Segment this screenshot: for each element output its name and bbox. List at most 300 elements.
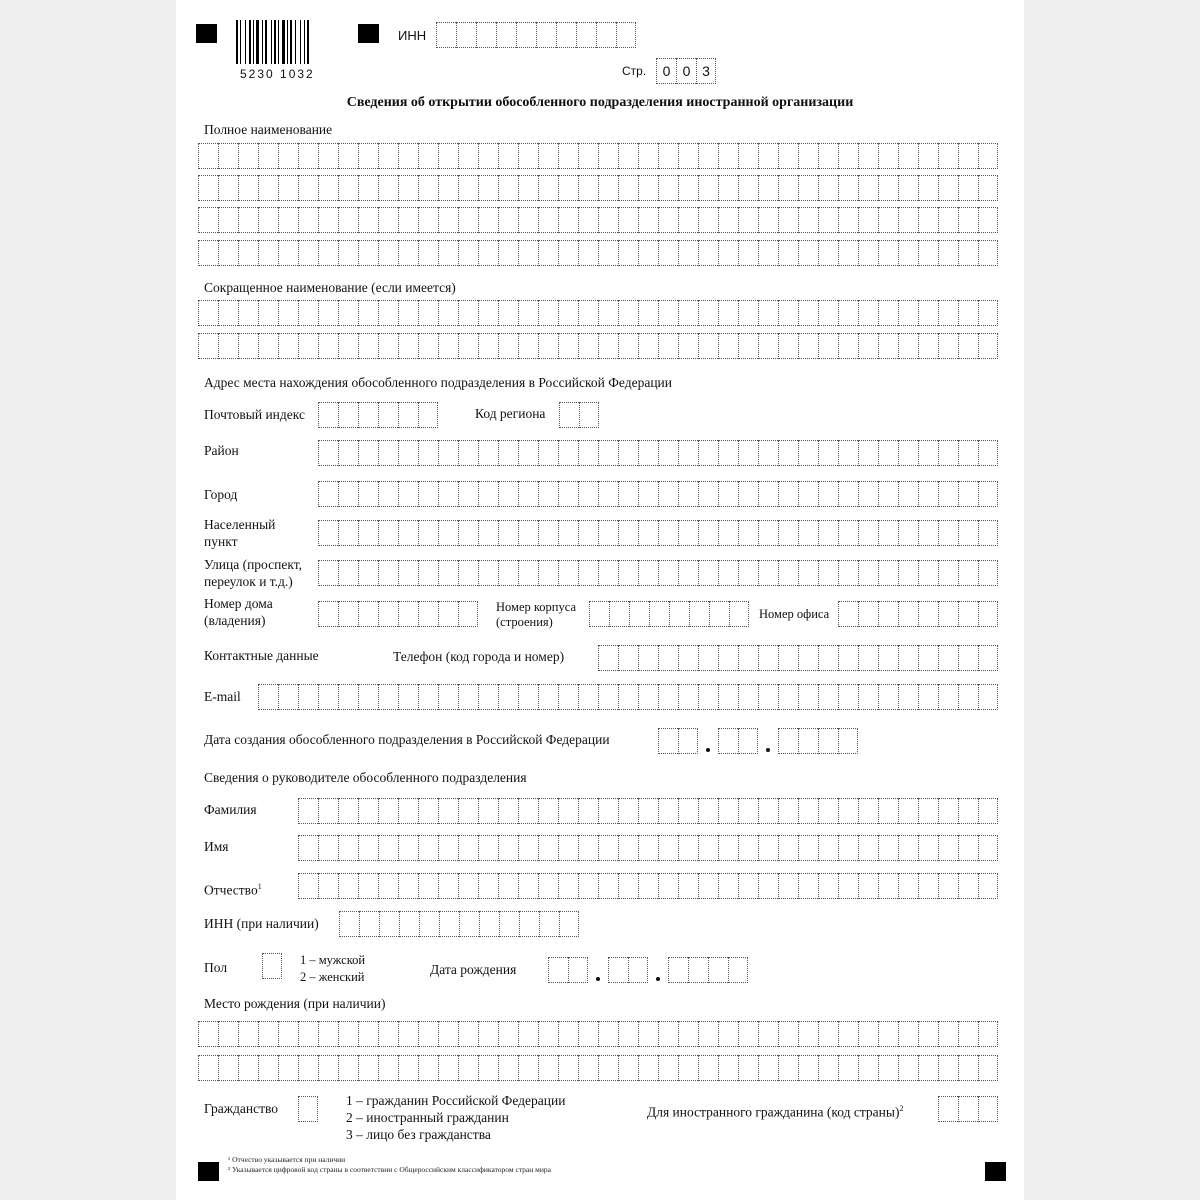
input-cell[interactable] xyxy=(938,601,958,627)
input-cell[interactable] xyxy=(958,601,978,627)
input-cell[interactable] xyxy=(458,601,478,627)
input-cell[interactable] xyxy=(878,300,898,326)
first-name-cells[interactable] xyxy=(298,835,998,861)
input-cell[interactable] xyxy=(938,1055,958,1081)
input-cell[interactable] xyxy=(399,911,419,937)
input-cell[interactable] xyxy=(318,873,338,899)
input-cell[interactable] xyxy=(918,560,938,586)
input-cell[interactable] xyxy=(538,560,558,586)
input-cell[interactable] xyxy=(778,728,798,754)
input-cell[interactable] xyxy=(359,911,379,937)
input-cell[interactable] xyxy=(878,175,898,201)
input-cell[interactable] xyxy=(649,601,669,627)
input-cell[interactable] xyxy=(938,440,958,466)
input-cell[interactable] xyxy=(858,601,878,627)
input-cell[interactable] xyxy=(658,481,678,507)
birth-year-cells[interactable] xyxy=(668,957,748,983)
input-cell[interactable] xyxy=(858,835,878,861)
input-cell[interactable] xyxy=(778,240,798,266)
input-cell[interactable] xyxy=(338,1055,358,1081)
input-cell[interactable] xyxy=(618,240,638,266)
input-cell[interactable] xyxy=(358,402,378,428)
input-cell[interactable] xyxy=(298,207,318,233)
input-cell[interactable] xyxy=(818,143,838,169)
input-cell[interactable] xyxy=(318,560,338,586)
input-cell[interactable] xyxy=(478,207,498,233)
input-cell[interactable] xyxy=(678,873,698,899)
input-cell[interactable] xyxy=(698,333,718,359)
input-cell[interactable] xyxy=(758,143,778,169)
input-cell[interactable] xyxy=(438,835,458,861)
input-cell[interactable] xyxy=(278,240,298,266)
input-cell[interactable] xyxy=(539,911,559,937)
input-cell[interactable] xyxy=(658,560,678,586)
input-cell[interactable] xyxy=(688,957,708,983)
creation-month-cells[interactable] xyxy=(718,728,758,754)
input-cell[interactable] xyxy=(738,440,758,466)
input-cell[interactable] xyxy=(738,835,758,861)
input-cell[interactable] xyxy=(458,440,478,466)
input-cell[interactable] xyxy=(298,333,318,359)
input-cell[interactable] xyxy=(738,143,758,169)
input-cell[interactable] xyxy=(578,333,598,359)
input-cell[interactable] xyxy=(978,300,998,326)
input-cell[interactable] xyxy=(978,520,998,546)
input-cell[interactable] xyxy=(518,481,538,507)
input-cell[interactable] xyxy=(958,520,978,546)
input-cell[interactable] xyxy=(578,207,598,233)
input-cell[interactable] xyxy=(538,1055,558,1081)
input-cell[interactable] xyxy=(778,1055,798,1081)
input-cell[interactable] xyxy=(218,333,238,359)
input-cell[interactable] xyxy=(458,835,478,861)
input-cell[interactable] xyxy=(598,300,618,326)
input-cell[interactable] xyxy=(878,143,898,169)
input-cell[interactable] xyxy=(918,873,938,899)
input-cell[interactable] xyxy=(698,798,718,824)
input-cell[interactable] xyxy=(262,953,282,979)
input-cell[interactable] xyxy=(718,1055,738,1081)
input-cell[interactable] xyxy=(758,520,778,546)
input-cell[interactable] xyxy=(558,798,578,824)
input-cell[interactable] xyxy=(398,798,418,824)
input-cell[interactable] xyxy=(628,957,648,983)
input-cell[interactable] xyxy=(258,333,278,359)
input-cell[interactable] xyxy=(958,440,978,466)
input-cell[interactable] xyxy=(458,873,478,899)
input-cell[interactable] xyxy=(318,481,338,507)
input-cell[interactable] xyxy=(358,440,378,466)
input-cell[interactable] xyxy=(698,873,718,899)
input-cell[interactable] xyxy=(898,601,918,627)
input-cell[interactable] xyxy=(778,873,798,899)
input-cell[interactable] xyxy=(456,22,476,48)
input-cell[interactable] xyxy=(358,240,378,266)
input-cell[interactable] xyxy=(438,520,458,546)
input-cell[interactable] xyxy=(778,481,798,507)
input-cell[interactable] xyxy=(418,143,438,169)
input-cell[interactable] xyxy=(298,798,318,824)
input-cell[interactable] xyxy=(358,520,378,546)
input-cell[interactable] xyxy=(538,240,558,266)
input-cell[interactable] xyxy=(458,481,478,507)
input-cell[interactable] xyxy=(418,520,438,546)
input-cell[interactable] xyxy=(618,175,638,201)
input-cell[interactable] xyxy=(418,175,438,201)
input-cell[interactable] xyxy=(718,560,738,586)
input-cell[interactable] xyxy=(578,1055,598,1081)
input-cell[interactable] xyxy=(478,240,498,266)
input-cell[interactable] xyxy=(658,1021,678,1047)
input-cell[interactable] xyxy=(438,1021,458,1047)
input-cell[interactable] xyxy=(658,333,678,359)
input-cell[interactable] xyxy=(598,1021,618,1047)
input-cell[interactable] xyxy=(458,333,478,359)
input-cell[interactable] xyxy=(958,300,978,326)
input-cell[interactable] xyxy=(558,207,578,233)
input-cell[interactable] xyxy=(338,207,358,233)
input-cell[interactable] xyxy=(818,684,838,710)
input-cell[interactable] xyxy=(618,560,638,586)
input-cell[interactable] xyxy=(838,175,858,201)
input-cell[interactable] xyxy=(938,684,958,710)
input-cell[interactable] xyxy=(718,207,738,233)
input-cell[interactable] xyxy=(898,684,918,710)
input-cell[interactable] xyxy=(758,481,778,507)
birth-place-row-2[interactable] xyxy=(198,1055,998,1081)
input-cell[interactable] xyxy=(958,835,978,861)
input-cell[interactable] xyxy=(798,300,818,326)
input-cell[interactable] xyxy=(338,798,358,824)
input-cell[interactable] xyxy=(498,835,518,861)
input-cell[interactable] xyxy=(738,520,758,546)
input-cell[interactable] xyxy=(878,601,898,627)
input-cell[interactable] xyxy=(838,728,858,754)
input-cell[interactable] xyxy=(638,175,658,201)
input-cell[interactable] xyxy=(438,440,458,466)
input-cell[interactable] xyxy=(498,684,518,710)
input-cell[interactable] xyxy=(798,333,818,359)
input-cell[interactable] xyxy=(318,175,338,201)
input-cell[interactable] xyxy=(918,684,938,710)
district-cells[interactable] xyxy=(318,440,998,466)
input-cell[interactable] xyxy=(978,143,998,169)
input-cell[interactable] xyxy=(958,143,978,169)
input-cell[interactable] xyxy=(318,601,338,627)
input-cell[interactable] xyxy=(598,240,618,266)
country-code-cells[interactable] xyxy=(938,1096,998,1122)
input-cell[interactable] xyxy=(629,601,649,627)
input-cell[interactable] xyxy=(218,207,238,233)
input-cell[interactable] xyxy=(878,560,898,586)
input-cell[interactable] xyxy=(678,143,698,169)
full-name-row-1[interactable] xyxy=(198,143,998,169)
input-cell[interactable] xyxy=(498,240,518,266)
input-cell[interactable] xyxy=(878,240,898,266)
input-cell[interactable] xyxy=(918,143,938,169)
input-cell[interactable] xyxy=(198,240,218,266)
input-cell[interactable] xyxy=(498,143,518,169)
input-cell[interactable] xyxy=(498,873,518,899)
input-cell[interactable] xyxy=(538,1021,558,1047)
input-cell[interactable] xyxy=(518,520,538,546)
input-cell[interactable] xyxy=(918,601,938,627)
input-cell[interactable] xyxy=(498,1055,518,1081)
input-cell[interactable] xyxy=(538,333,558,359)
input-cell[interactable] xyxy=(718,143,738,169)
input-cell[interactable] xyxy=(898,333,918,359)
input-cell[interactable] xyxy=(938,798,958,824)
input-cell[interactable] xyxy=(938,300,958,326)
input-cell[interactable] xyxy=(618,300,638,326)
input-cell[interactable] xyxy=(838,440,858,466)
input-cell[interactable] xyxy=(458,520,478,546)
input-cell[interactable] xyxy=(958,1096,978,1122)
input-cell[interactable] xyxy=(598,560,618,586)
input-cell[interactable] xyxy=(858,143,878,169)
input-cell[interactable] xyxy=(978,873,998,899)
input-cell[interactable] xyxy=(638,520,658,546)
input-cell[interactable] xyxy=(738,300,758,326)
head-inn-cells[interactable] xyxy=(339,911,579,937)
input-cell[interactable] xyxy=(818,300,838,326)
input-cell[interactable] xyxy=(658,240,678,266)
full-name-row-2[interactable] xyxy=(198,175,998,201)
input-cell[interactable] xyxy=(818,333,838,359)
input-cell[interactable] xyxy=(518,835,538,861)
input-cell[interactable] xyxy=(338,1021,358,1047)
input-cell[interactable] xyxy=(878,798,898,824)
input-cell[interactable] xyxy=(878,873,898,899)
input-cell[interactable] xyxy=(538,520,558,546)
input-cell[interactable] xyxy=(738,684,758,710)
input-cell[interactable] xyxy=(518,143,538,169)
input-cell[interactable] xyxy=(698,684,718,710)
input-cell[interactable] xyxy=(438,481,458,507)
input-cell[interactable] xyxy=(658,1055,678,1081)
input-cell[interactable] xyxy=(978,175,998,201)
input-cell[interactable] xyxy=(536,22,556,48)
input-cell[interactable] xyxy=(378,520,398,546)
input-cell[interactable] xyxy=(678,560,698,586)
input-cell[interactable] xyxy=(596,22,616,48)
input-cell[interactable] xyxy=(459,911,479,937)
input-cell[interactable] xyxy=(438,333,458,359)
input-cell[interactable] xyxy=(618,440,638,466)
input-cell[interactable] xyxy=(858,175,878,201)
input-cell[interactable] xyxy=(418,440,438,466)
input-cell[interactable] xyxy=(378,1021,398,1047)
input-cell[interactable] xyxy=(678,835,698,861)
input-cell[interactable] xyxy=(318,440,338,466)
region-code-cells[interactable] xyxy=(559,402,599,428)
input-cell[interactable] xyxy=(818,645,838,671)
input-cell[interactable] xyxy=(398,402,418,428)
input-cell[interactable] xyxy=(478,1021,498,1047)
input-cell[interactable] xyxy=(798,143,818,169)
input-cell[interactable] xyxy=(558,520,578,546)
input-cell[interactable] xyxy=(378,333,398,359)
input-cell[interactable] xyxy=(578,560,598,586)
input-cell[interactable] xyxy=(258,684,278,710)
input-cell[interactable] xyxy=(658,207,678,233)
input-cell[interactable] xyxy=(758,207,778,233)
input-cell[interactable] xyxy=(718,645,738,671)
input-cell[interactable] xyxy=(718,440,738,466)
input-cell[interactable] xyxy=(618,1021,638,1047)
input-cell[interactable] xyxy=(538,300,558,326)
input-cell[interactable] xyxy=(778,835,798,861)
input-cell[interactable] xyxy=(338,300,358,326)
input-cell[interactable] xyxy=(238,333,258,359)
input-cell[interactable] xyxy=(858,300,878,326)
input-cell[interactable] xyxy=(678,684,698,710)
input-cell[interactable] xyxy=(878,835,898,861)
input-cell[interactable] xyxy=(678,175,698,201)
input-cell[interactable] xyxy=(818,560,838,586)
sex-cell[interactable] xyxy=(262,953,282,979)
input-cell[interactable] xyxy=(439,911,459,937)
input-cell[interactable] xyxy=(838,1055,858,1081)
input-cell[interactable] xyxy=(878,333,898,359)
input-cell[interactable] xyxy=(838,333,858,359)
input-cell[interactable] xyxy=(218,175,238,201)
patronymic-cells[interactable] xyxy=(298,873,998,899)
input-cell[interactable] xyxy=(778,684,798,710)
input-cell[interactable] xyxy=(338,835,358,861)
input-cell[interactable] xyxy=(638,560,658,586)
input-cell[interactable] xyxy=(698,835,718,861)
input-cell[interactable] xyxy=(678,520,698,546)
input-cell[interactable] xyxy=(418,402,438,428)
input-cell[interactable] xyxy=(818,520,838,546)
input-cell[interactable] xyxy=(478,175,498,201)
input-cell[interactable] xyxy=(616,22,636,48)
input-cell[interactable] xyxy=(398,207,418,233)
input-cell[interactable] xyxy=(758,835,778,861)
input-cell[interactable] xyxy=(778,798,798,824)
input-cell[interactable] xyxy=(778,333,798,359)
input-cell[interactable] xyxy=(358,143,378,169)
input-cell[interactable] xyxy=(358,300,378,326)
input-cell[interactable] xyxy=(478,440,498,466)
input-cell[interactable] xyxy=(818,1021,838,1047)
input-cell[interactable] xyxy=(838,835,858,861)
input-cell[interactable] xyxy=(938,333,958,359)
input-cell[interactable] xyxy=(398,601,418,627)
input-cell[interactable] xyxy=(398,1055,418,1081)
input-cell[interactable] xyxy=(499,911,519,937)
input-cell[interactable] xyxy=(398,873,418,899)
city-cells[interactable] xyxy=(318,481,998,507)
input-cell[interactable] xyxy=(238,1055,258,1081)
input-cell[interactable] xyxy=(618,1055,638,1081)
input-cell[interactable] xyxy=(338,560,358,586)
input-cell[interactable] xyxy=(318,835,338,861)
input-cell[interactable] xyxy=(658,798,678,824)
input-cell[interactable] xyxy=(898,520,918,546)
short-name-row-2[interactable] xyxy=(198,333,998,359)
input-cell[interactable] xyxy=(518,175,538,201)
input-cell[interactable] xyxy=(978,481,998,507)
input-cell[interactable] xyxy=(689,601,709,627)
input-cell[interactable] xyxy=(378,684,398,710)
input-cell[interactable] xyxy=(438,1055,458,1081)
input-cell[interactable] xyxy=(978,207,998,233)
input-cell[interactable] xyxy=(558,240,578,266)
input-cell[interactable] xyxy=(378,207,398,233)
input-cell[interactable] xyxy=(678,1021,698,1047)
input-cell[interactable] xyxy=(618,684,638,710)
input-cell[interactable] xyxy=(458,1055,478,1081)
input-cell[interactable] xyxy=(718,873,738,899)
input-cell[interactable] xyxy=(638,645,658,671)
input-cell[interactable] xyxy=(278,300,298,326)
input-cell[interactable] xyxy=(698,207,718,233)
phone-cells[interactable] xyxy=(598,645,998,671)
input-cell[interactable] xyxy=(618,835,638,861)
input-cell[interactable] xyxy=(798,645,818,671)
input-cell[interactable] xyxy=(838,520,858,546)
input-cell[interactable] xyxy=(298,175,318,201)
input-cell[interactable] xyxy=(518,333,538,359)
input-cell[interactable] xyxy=(978,601,998,627)
input-cell[interactable] xyxy=(598,481,618,507)
input-cell[interactable] xyxy=(678,333,698,359)
input-cell[interactable] xyxy=(918,798,938,824)
input-cell[interactable] xyxy=(898,835,918,861)
input-cell[interactable] xyxy=(258,240,278,266)
input-cell[interactable] xyxy=(658,175,678,201)
input-cell[interactable] xyxy=(258,1055,278,1081)
input-cell[interactable] xyxy=(418,481,438,507)
input-cell[interactable] xyxy=(298,300,318,326)
input-cell[interactable] xyxy=(858,520,878,546)
input-cell[interactable] xyxy=(578,240,598,266)
input-cell[interactable] xyxy=(438,240,458,266)
input-cell[interactable] xyxy=(738,333,758,359)
input-cell[interactable] xyxy=(218,143,238,169)
input-cell[interactable] xyxy=(478,300,498,326)
input-cell[interactable] xyxy=(898,175,918,201)
input-cell[interactable] xyxy=(318,240,338,266)
input-cell[interactable] xyxy=(378,440,398,466)
input-cell[interactable] xyxy=(198,1055,218,1081)
input-cell[interactable] xyxy=(278,1021,298,1047)
input-cell[interactable] xyxy=(638,835,658,861)
input-cell[interactable] xyxy=(958,175,978,201)
input-cell[interactable] xyxy=(458,300,478,326)
input-cell[interactable] xyxy=(918,440,938,466)
input-cell[interactable] xyxy=(758,560,778,586)
input-cell[interactable] xyxy=(918,1055,938,1081)
input-cell[interactable] xyxy=(478,835,498,861)
input-cell[interactable] xyxy=(918,481,938,507)
input-cell[interactable] xyxy=(418,684,438,710)
input-cell[interactable] xyxy=(358,481,378,507)
input-cell[interactable] xyxy=(878,207,898,233)
input-cell[interactable] xyxy=(338,873,358,899)
input-cell[interactable] xyxy=(738,1021,758,1047)
input-cell[interactable] xyxy=(738,728,758,754)
input-cell[interactable] xyxy=(498,333,518,359)
input-cell[interactable] xyxy=(238,240,258,266)
input-cell[interactable] xyxy=(818,835,838,861)
input-cell[interactable] xyxy=(298,835,318,861)
input-cell[interactable] xyxy=(798,684,818,710)
input-cell[interactable] xyxy=(898,143,918,169)
input-cell[interactable] xyxy=(358,560,378,586)
